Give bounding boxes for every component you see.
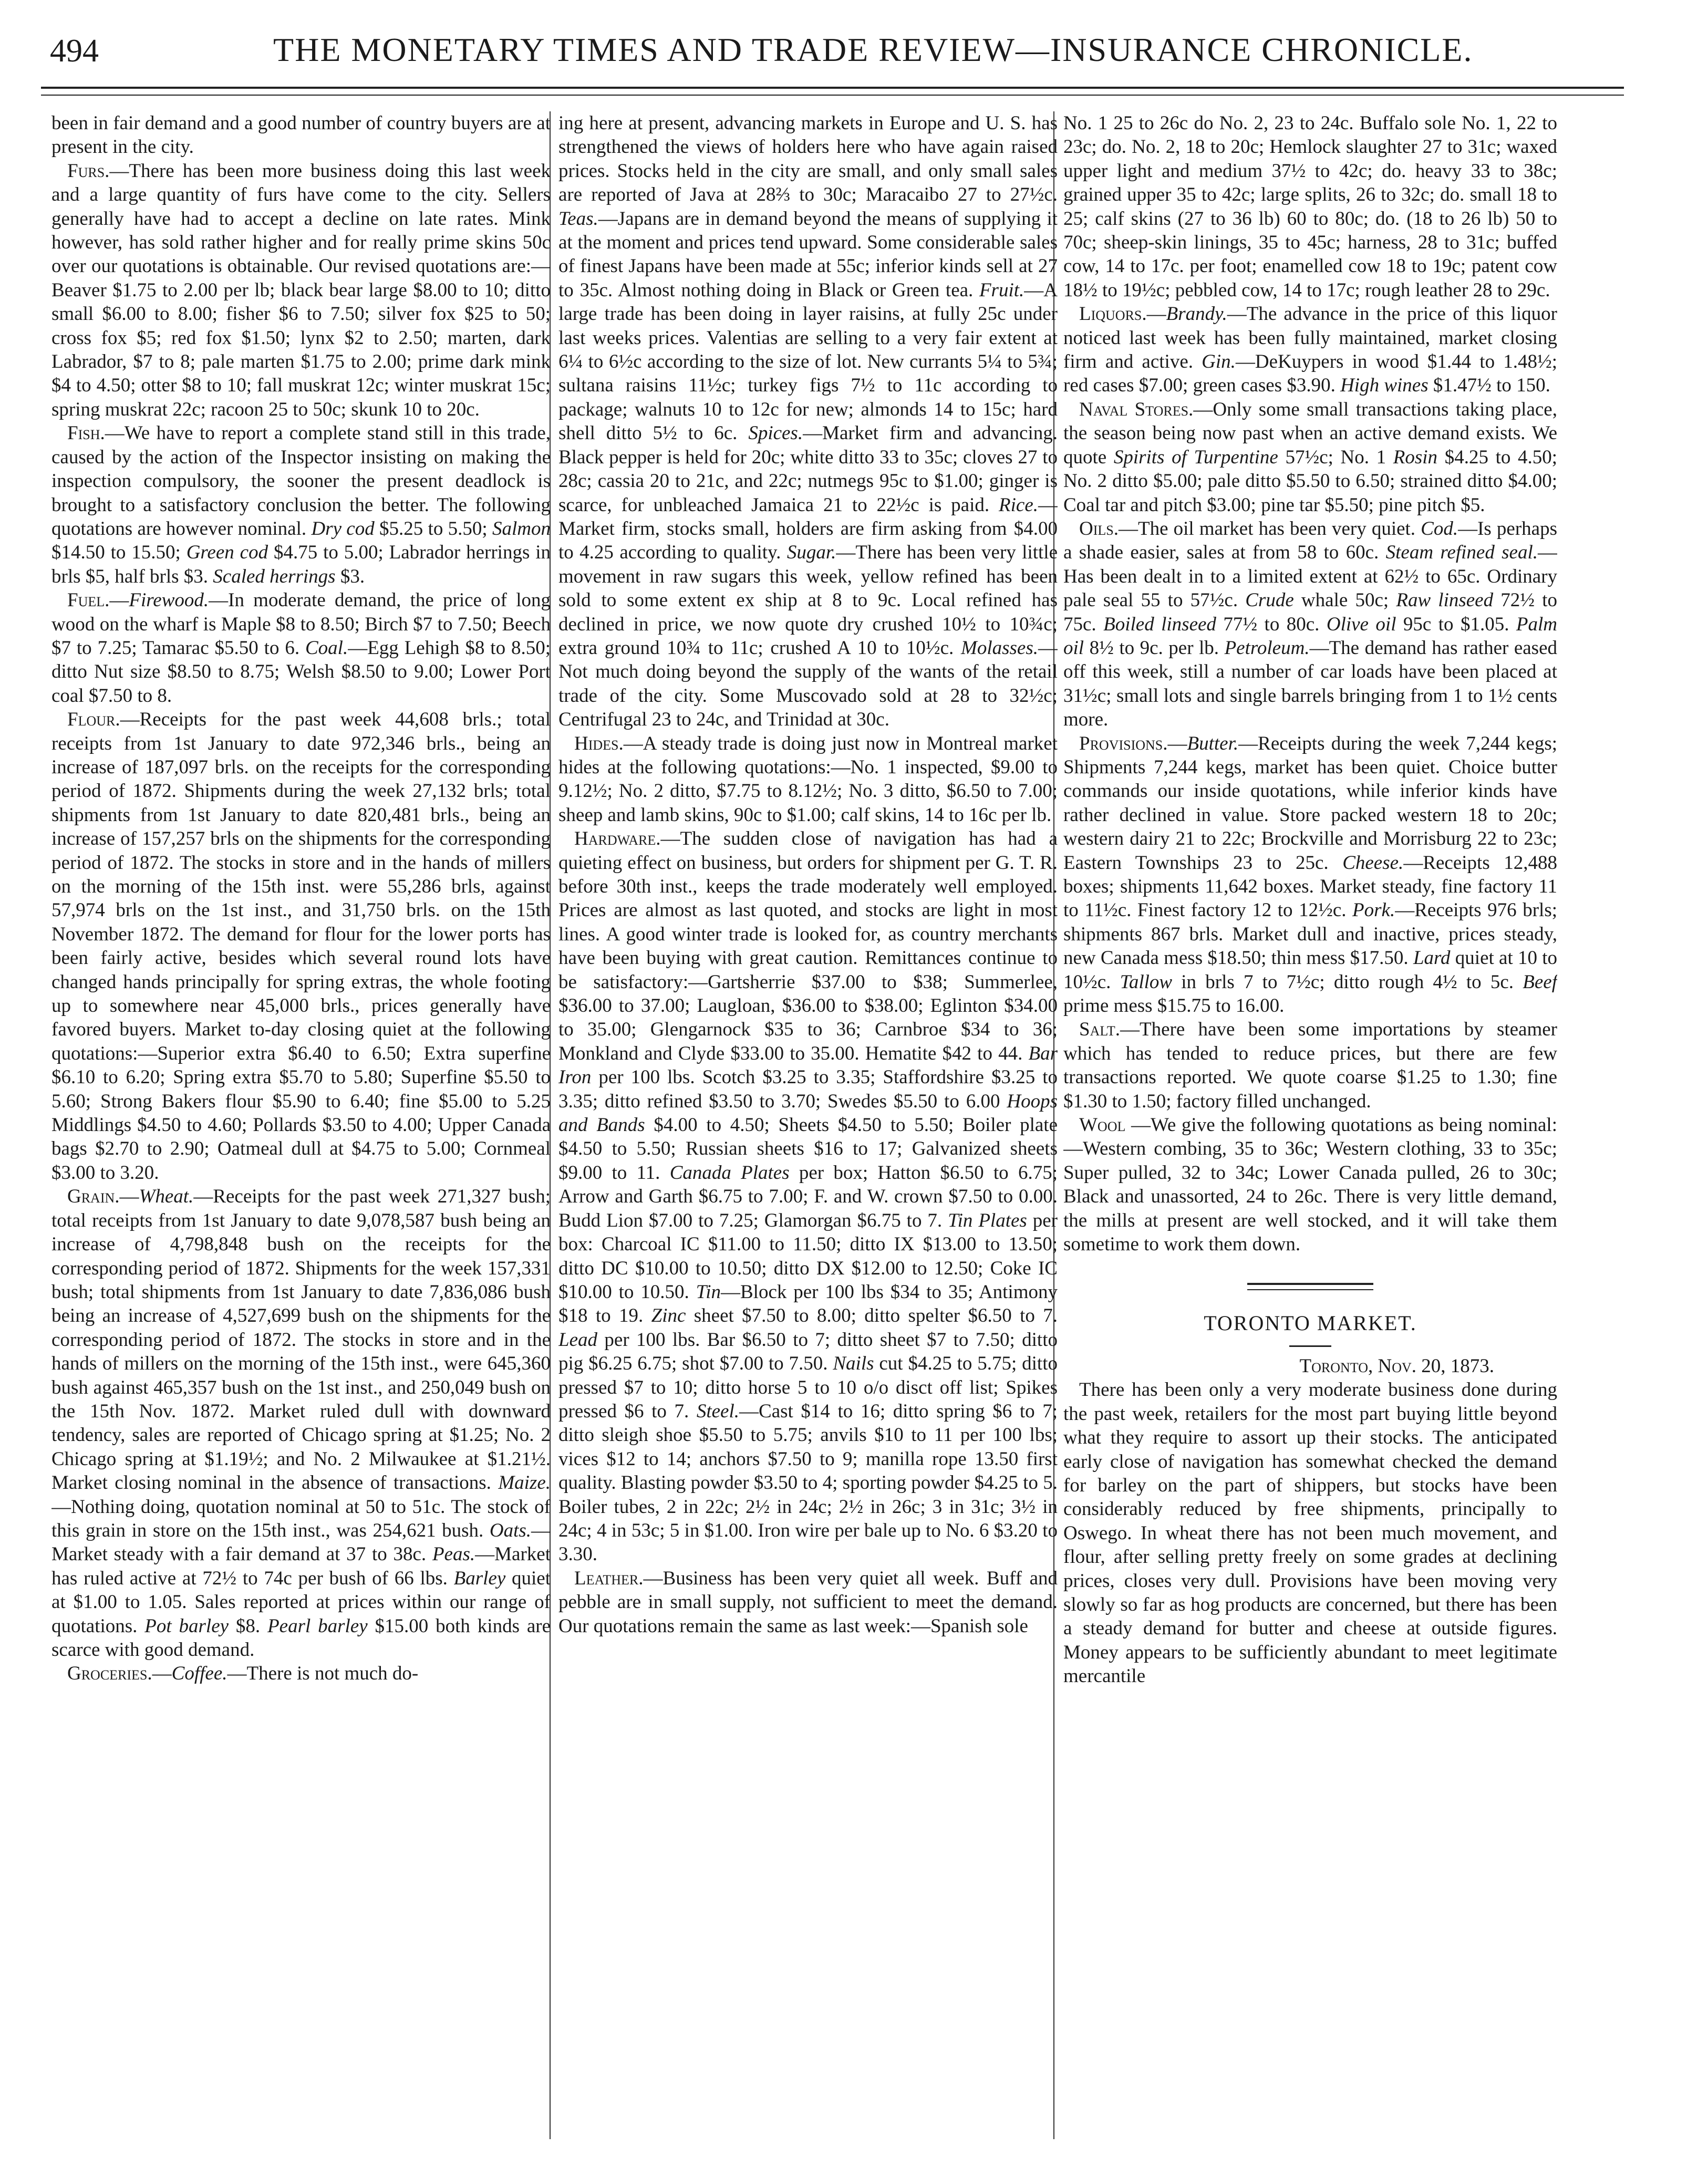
- naval-stores-paragraph: [1063, 398, 1557, 517]
- dateline-text: Toronto, Nov. 20, 1873.: [1299, 1355, 1494, 1377]
- section-head: Hides.: [574, 732, 624, 754]
- text: 77½ to 80c.: [1216, 613, 1327, 635]
- section-head: Flour.: [67, 709, 120, 731]
- column-3: [1063, 111, 1557, 2118]
- text: —Nothing doing, quotation nominal at 50 to 51c. The stock of this grain in store on the 15th inst., was 254,621 bush.: [51, 1496, 551, 1541]
- header-rule: [41, 87, 1624, 89]
- text: per box; Hatton $6.50 to 6.75; Arrow and Garth $6.75 to 7.00; F. and W. crown $7.50 to 0.00. Budd Lion $7.00 to 7.25; Glamorgan $6.75 to 7.: [558, 1162, 1058, 1231]
- leather-paragraph: [558, 1567, 1058, 1638]
- subhead: Firewood.: [129, 589, 209, 611]
- text: —Market firm and advancing. Black pepper is held for 20c; white ditto 33 to 35c; cloves 27 to 28c; cassia 20 to 21c, and 22c; nutmegs 95c to $1.00; ginger is scarce, for unbleached Jamaica 21 to 22½c is paid.: [558, 422, 1058, 516]
- section-head: Hardware.: [574, 828, 661, 850]
- text: quiet at $1.00 to 1.05. Sales reported at prices within our range of quotations.: [51, 1567, 551, 1637]
- subhead: Canada Plates: [669, 1162, 790, 1184]
- column-1: [51, 111, 551, 2118]
- text: —There has been very little movement in raw sugars this week, yellow refined has been sold to some extent ex ship at 8 to 9c. Local refined has declined in price, we now quote dry crushed 10½ to 10¾c; extra ground 10¾ to 11c; crushed A 10 to 10½c.: [558, 542, 1058, 659]
- subhead: Beef: [1523, 971, 1557, 993]
- subhead: Salmon: [492, 517, 551, 540]
- text: —We give the following quotations as being nominal:—Western combing, 35 to 36c; Western clothing, 33 to 35c; Super pulled, 32 to 34c; Lower Canada pulled, 26 to 30c; Black and unassorted, 24 to 26c. There is very little demand, the mills at present are well stocked, and it will take them sometime to work them down.: [1063, 1114, 1557, 1256]
- subhead: Cod.: [1421, 517, 1458, 540]
- subhead: Lard: [1413, 947, 1451, 969]
- text: —Is perhaps a shade easier, sales at from 58 to 60c.: [1063, 517, 1557, 564]
- text: per 100 lbs. Scotch $3.25 to 3.35; Staffordshire $3.25 to 3.35; ditto refined $3.50 to 3.70; Swedes $5.50 to 6.00: [558, 1066, 1058, 1112]
- text: —Block per 100 lbs $34 to 35; Antimony $18 to 19.: [558, 1281, 1058, 1327]
- section-head: Groceries.: [67, 1663, 152, 1685]
- subhead: Raw linseed: [1396, 589, 1494, 611]
- subhead: Scaled herrings: [213, 565, 336, 587]
- subhead: Teas.: [558, 208, 598, 230]
- text: —Market has ruled active at 72½ to 74c per bush of 66 lbs.: [51, 1543, 551, 1589]
- subhead: Tin: [696, 1281, 721, 1303]
- hides-paragraph: [558, 732, 1058, 827]
- provisions-paragraph: Provisions.—Butter.—Receipts during the week 7,244 kegs; Shipments 7,244 kegs, market has been quiet. Choice butter commands our inside quotations, while inferior kinds have rather declined in value. Store packed western 18 to 20c; western dairy 21 to 22c; Brockville and Morrisburg 22 to 23c; Eastern Townships 23 to 25c. Cheese.—Receipts 12,488 boxes; shipments 11,642 boxes. Market steady, fine factory 11 to 11½c. Finest factory 12 to 12½c. Pork.—Receipts 976 brls; shipments 867 brls. Market dull and inactive, prices steady, new Canada mess $18.50; thin mess $17.50. Lard quiet at 10 to 10½c. Tallow in brls 7 to 7½c; ditto rough 4½ to 5c. Beef prime mess $15.75 to 16.00.: [1063, 732, 1557, 1017]
- running-title: THE MONETARY TIMES AND TRADE REVIEW—INSURANCE CHRONICLE.: [273, 31, 1473, 68]
- text: in brls 7 to 7½c; ditto rough 4½ to 5c.: [1172, 971, 1523, 993]
- salt-paragraph: [1063, 1018, 1557, 1113]
- text: No. 1 25 to 26c do No. 2, 23 to 24c. Buffalo sole No. 1, 22 to 23c; do. No. 2, 18 to 20c; Hemlock slaughter 27 to 31c; waxed upper light and medium 37½ to 42c; do. heavy 33 to 38c; grained upper 35 to 42c; large splits, 26 to 32c; do. small 18 to 25; calf skins (27 to 36 lb) 60 to 80c; do. (18 to 26 lb) 50 to 70c; sheep-skin linings, 35 to 45c; harness, 28 to 31c; buffed cow, 14 to 17c. per foot; enamelled cow 18 to 19c; patent cow 18½ to 19½c; pebbled cow, 14 to 17c; rough leather 28 to 29c.: [1063, 112, 1557, 301]
- text: —The sudden close of navigation has had a quieting effect on business, but orders for shipment per G. T. R. before 30th inst., keeps the trade moderately well employed. Prices are almost as last quoted, and stocks are light in most lines. A good winter trade is looked for, as country merchants have been buying with great caution. Remittances continue to be satisfactory:—Gartsherrie $37.00 to $38; Summerlee, $36.00 to 37.00; Laugloan, $36.00 to $38.00; Eglinton $34.00 to 35.00; Glengarnock $35 to 36; Carnbroe $34 to 36; Monkland and Clyde $33.00 to 35.00. Hematite $42 to 44.: [558, 828, 1058, 1064]
- text: —Market firm, stocks small, holders are firm asking from $4.00 to 4.25 according to quality.: [558, 494, 1058, 564]
- toronto-paragraph: [1063, 1378, 1557, 1688]
- subhead: Hoops and Bands: [558, 1090, 1058, 1136]
- text: quiet at 10 to 10½c.: [1063, 947, 1557, 993]
- text: ing here at present, advancing markets in Europe and U. S. has strengthened the views of holders here who have again raised prices. Stocks held in the city are small, and only small sales are reported of Java at 28⅔ to 30c; Maracaibo 27 to 27½c.: [558, 112, 1058, 206]
- text: $14.50 to 15.50;: [51, 542, 187, 564]
- groceries-paragraph: Groceries.—Coffee.—There is not much do-: [67, 1663, 419, 1685]
- liquors-paragraph: Liquors.—Brandy.—The advance in the price of this liquor noticed last week has been fully maintained, market closing firm and active. Gin.—DeKuypers in wood $1.44 to 1.48½; red cases $7.00; green cases $3.90. High wines $1.47½ to 150.: [1063, 303, 1557, 397]
- page-number: 494: [50, 33, 99, 69]
- subhead: Coffee.: [171, 1663, 227, 1685]
- subhead: Coal.: [305, 637, 348, 659]
- short-rule: [1289, 1345, 1331, 1347]
- text: —Receipts 976 brls; shipments 867 brls. Market dull and inactive, prices steady, new Canada mess $18.50; thin mess $17.50.: [1063, 899, 1557, 969]
- leather-continued: [1063, 111, 1557, 302]
- fish-paragraph: [51, 421, 551, 588]
- text: 8½ to 9c. per lb.: [1084, 637, 1225, 659]
- subhead: Oats.: [489, 1519, 531, 1541]
- text: per 100 lbs. Bar $6.50 to 7; ditto sheet $7 to 7.50; ditto pig $6.25 6.75; shot $7.00 to 7.50.: [558, 1329, 1058, 1375]
- section-head: Grain.: [67, 1186, 120, 1208]
- text: —Receipts 12,488 boxes; shipments 11,642 boxes. Market steady, fine factory 11 to 11½c. Finest factory 12 to 12½c.: [1063, 852, 1557, 921]
- hardware-paragraph: [558, 827, 1058, 1567]
- text: prime mess $15.75 to 16.00.: [1063, 995, 1285, 1017]
- section-head: Leather.: [574, 1567, 644, 1589]
- text: There has been only a very moderate business done during the past week, retailers for the most part buying little beyond what they require to assort up their stocks. The anticipated early close of navigation has somewhat checked the demand for barley on the part of shippers, but stocks have been considerably reduced by free shipments, principally to Oswego. In wheat there has not been much movement, and flour, after selling pretty freely on some grades at declining prices, closes very dull. Provisions have been moving very slowly so far as hog products are concerned, but there has been a steady demand for butter and cheese at outside figures. Money appears to be sufficiently abundant to meet legitimate mercantile: [1063, 1379, 1557, 1687]
- subhead: Steel.: [696, 1400, 740, 1422]
- text: 57½c; No. 1: [1278, 446, 1393, 468]
- text: —We have to report a complete stand still in this trade, caused by the action of the Inspector insisting on making the inspection compulsory, the sooner the present deadlock is brought to a satisfactory conclusion the better. The following quotations are however nominal.: [51, 422, 551, 540]
- subhead: Wheat.: [139, 1186, 194, 1208]
- subhead: Bar Iron: [558, 1042, 1058, 1088]
- section-head: Naval Stores.: [1079, 398, 1194, 420]
- text: $1.47½ to 150.: [1428, 375, 1550, 397]
- text: —A steady trade is doing just now in Montreal market hides at the following quotations:—No. 1 inspected, $9.00 to 9.12½; No. 2 ditto, $7.75 to 8.12½; No. 3 ditto, $6.50 to 7.00; sheep and lamb skins, 90c to $1.00; calf skins, 14 to 16c per lb.: [558, 732, 1058, 826]
- text: —Not much doing beyond the supply of the wants of the retail trade of the city. Some Muscovado sold at 28 to 32½c; Centrifugal 23 to 24c, and Trinidad at 30c.: [558, 637, 1058, 731]
- subhead: Peas.: [432, 1543, 475, 1565]
- subhead: Pork.: [1352, 899, 1395, 921]
- toronto-market-title: TORONTO MARKET.: [1204, 1311, 1417, 1335]
- text: 72½ to 75c.: [1063, 589, 1557, 635]
- subhead: Cheese.: [1342, 852, 1404, 874]
- subhead: Brandy.: [1166, 303, 1227, 325]
- oils-paragraph: [1063, 517, 1557, 732]
- subhead: Palm oil: [1063, 613, 1557, 659]
- text: —Egg Lehigh $8 to 8.50; ditto Nut size $8.50 to 8.75; Welsh $8.50 to 9.00; Lower Port coal $7.50 to 8.: [51, 637, 551, 707]
- grain-paragraph: Grain.—Wheat.—Receipts for the past week 271,327 bush; total receipts from 1st January to date 9,078,587 bush being an increase of 4,798,848 bush on the receipts for the corresponding period of 1872. Shipments for the week 157,331 bush; total shipments from 1st January to date 7,836,086 bush being an increase of 4,527,699 bush on the shipments for the corresponding period of 1872. The stocks in store and in the hands of millers on the morning of the 15th inst., were 645,360 bush against 465,357 bush on the 1st inst., and 250,049 bush on the 15th Nov. 1872. Market ruled dull with downward tendency, sales are reported of Chicago spring at $1.25; No. 2 Chicago spring at $1.19½; and No. 2 Milwaukee at $1.21½. Market closing nominal in the absence of transactions. Maize.—Nothing doing, quotation nominal at 50 to 51c. The stock of this grain in store on the 15th inst., was 254,621 bush. Oats.—Market steady with a fair demand at 37 to 38c. Peas.—Market has ruled active at 72½ to 74c per bush of 66 lbs. Barley quiet at $1.00 to 1.05. Sales reported at prices within our range of quotations. Pot barley $8. Pearl barley $15.00 both kinds are scarce with good demand.: [51, 1186, 551, 1661]
- text: $4.75 to 5.00; Labrador herrings in brls $5, half brls $3.: [51, 542, 551, 587]
- text: —Has been dealt in to a limited extent at 62½ to 65c. Ordinary pale seal 55 to 57½c.: [1063, 542, 1557, 611]
- text: per box: Charcoal IC $11.00 to 11.50; ditto IX $13.00 to 13.50; ditto DC $10.00 to 10.50; ditto DX $12.00 to 12.50; Coke IC $10.00 to 10.50.: [558, 1209, 1058, 1303]
- header-rule-thin: [41, 95, 1624, 96]
- section-head: Oils.: [1079, 517, 1119, 540]
- groceries-continued: [558, 111, 1058, 732]
- text: $4.00 to 4.50; Sheets $4.50 to 5.50; Boiler plate $4.50 to 5.50; Russian sheets $16 to 17; Galvanized sheets $9.00 to 11.: [558, 1114, 1058, 1184]
- subhead: Pot barley: [144, 1615, 229, 1637]
- subhead: Rice.: [999, 494, 1038, 516]
- subhead: Butter.: [1187, 732, 1239, 754]
- text: $8.: [229, 1615, 268, 1637]
- text: —The oil market has been very quiet.: [1118, 517, 1421, 540]
- subhead: Olive oil: [1326, 613, 1396, 635]
- subhead: Green cod: [186, 542, 268, 564]
- subhead: Molasses.: [961, 637, 1038, 659]
- subhead: Spices.: [748, 422, 803, 444]
- section-head: Fuel.: [67, 589, 110, 611]
- text: —The advance in the price of this liquor noticed last week has been fully maintained, market closing firm and active.: [1063, 303, 1557, 373]
- column-2: [558, 111, 1058, 2118]
- section-head: Salt.: [1079, 1019, 1120, 1041]
- text: —DeKuypers in wood $1.44 to 1.48½; red cases $7.00; green cases $3.90.: [1063, 351, 1557, 397]
- text: 95c to $1.05.: [1396, 613, 1516, 635]
- subhead: Sugar.: [786, 542, 836, 564]
- subhead: Tallow: [1120, 971, 1173, 993]
- subhead: Fruit.: [979, 279, 1024, 301]
- text: $5.25 to 5.50;: [374, 517, 493, 540]
- text: whale 50c;: [1293, 589, 1396, 611]
- text: —Cast $14 to 16; ditto spring $6 to 7; ditto sleigh shoe $5.50 to 5.75; anvils $10 to 11 per 100 lbs; vices $12 to 14; anchors $7.50 to 9; manilla rope 13.50 first quality. Blasting powder $3.50 to 4; sporting powder $4.25 to 5. Boiler tubes, 2 in 22c; 2½ in 24c; 2½ in 26c; 3 in 31c; 3½ in 24c; 4 in 53c; 5 in $1.00. Iron wire per bale up to No. 6 $3.20 to 3.30.: [558, 1400, 1058, 1565]
- text: —In moderate demand, the price of long wood on the wharf is Maple $8 to 8.50; Birch $7 to 7.50; Beech $7 to 7.25; Tamarac $5.50 to 6.: [51, 589, 551, 659]
- text: —Market steady with a fair demand at 37 to 38c.: [51, 1519, 551, 1565]
- subhead: Nails: [833, 1353, 874, 1375]
- subhead: Petroleum.: [1224, 637, 1310, 659]
- subhead: Dry cod: [311, 517, 375, 540]
- furs-paragraph: [51, 159, 551, 421]
- text: $3.: [335, 565, 365, 587]
- subhead: Gin.: [1202, 351, 1236, 373]
- text: been in fair demand and a good number of country buyers are at present in the city.: [51, 112, 551, 158]
- text: —Japans are in demand beyond the means of supplying it at the moment and prices tend upward. Some considerable sales of finest Japans have been made at 55c; inferior kinds sell at 27 to 35c. Almost nothing doing in Black or Green tea.: [558, 208, 1058, 301]
- paragraph: [51, 111, 551, 159]
- text: —There has been more business doing this last week and a large quantity of furs have come to the city. Sellers generally have had to accept a decline on late rates. Mink however, has sold rather higher and for really prime skins 50c over our quotations is obtainable. Our revised quotations are:— Beaver $1.75 to 2.00 per lb; black bear large $8.00 to 10; ditto small $6.00 to 8.00; fisher $6 to 7.50; silver fox $25 to 50; cross fox $5; red fox $1.50; lynx $2 to 2.50; marten, dark Labrador, $7 to 8; pale marten $1.75 to 2.00; prime dark mink $4 to 4.50; otter $8 to 10; fall muskrat 12c; winter muskrat 15c; spring muskrat 22c; racoon 25 to 50c; skunk 10 to 20c.: [51, 160, 551, 420]
- subhead: Lead: [558, 1329, 597, 1351]
- flour-paragraph: [51, 708, 551, 1185]
- subhead: Steam refined seal.: [1385, 542, 1538, 564]
- section-head: Liquors.: [1079, 303, 1147, 325]
- wool-paragraph: [1063, 1113, 1557, 1256]
- section-head: Fish.: [67, 422, 105, 444]
- subhead: Maize.: [498, 1472, 551, 1494]
- text: —Receipts during the week 7,244 kegs; Shipments 7,244 kegs, market has been quiet. Choice butter commands our inside quotations, while inferior kinds have rather declined in value. Store packed western 18 to 20c; western dairy 21 to 22c; Brockville and Morrisburg 22 to 23c; Eastern Townships 23 to 25c.: [1063, 732, 1557, 874]
- text: —Business has been very quiet all week. Buff and pebble are in small supply, not sufficient to meet the demand. Our quotations remain the same as last week:—Spanish sole: [558, 1567, 1058, 1637]
- text: —A large trade has been doing in layer raisins, at fully 25c under last weeks prices. Valentias are selling to a very fair extent at 6¼ to 6½c according to the size of lot. New currants 5¼ to 5¾; sultana raisins 11½c; turkey figs 7½ to 11c according to package; walnuts 10 to 12c for new; almonds 14 to 15c; hard shell ditto 5½ to 6c.: [558, 279, 1058, 444]
- text: cut $4.25 to 5.75; ditto pressed $7 to 10; ditto horse 5 to 10 o/o disct off list; Spikes pressed $6 to 7.: [558, 1353, 1058, 1422]
- text: —Receipts for the past week 271,327 bush; total receipts from 1st January to date 9,078,587 bush being an increase of 4,798,848 bush on the receipts for the corresponding period of 1872. Shipments for the week 157,331 bush; total shipments from 1st January to date 7,836,086 bush being an increase of 4,527,699 bush on the shipments for the corresponding period of 1872. The stocks in store and in the hands of millers on the morning of the 15th inst., were 645,360 bush against 465,357 bush on the 1st inst., and 250,049 bush on the 15th Nov. 1872. Market ruled dull with downward tendency, sales are reported of Chicago spring at $1.25; No. 2 Chicago spring at $1.19½; and No. 2 Milwaukee at $1.21½. Market closing nominal in the absence of transactions.: [51, 1186, 551, 1494]
- text: $15.00 both kinds are scarce with good demand.: [51, 1615, 551, 1661]
- subhead: High wines: [1340, 375, 1428, 397]
- text: sheet $7.50 to 8.00; ditto spelter $6.50 to 7.: [686, 1305, 1058, 1327]
- subhead: Spirits of Turpentine: [1113, 446, 1278, 468]
- section-head: Furs.: [67, 160, 110, 182]
- text: —There is not much do-: [227, 1663, 419, 1685]
- subhead: Pearl barley: [267, 1615, 368, 1637]
- fuel-paragraph: Fuel.—Firewood.—In moderate demand, the price of long wood on the wharf is Maple $8 to 8.50; Birch $7 to 7.50; Beech $7 to 7.25; Tamarac $5.50 to 6. Coal.—Egg Lehigh $8 to 8.50; ditto Nut size $8.50 to 8.75; Welsh $8.50 to 9.00; Lower Port coal $7.50 to 8.: [51, 589, 551, 707]
- subhead: Boiled linseed: [1103, 613, 1216, 635]
- subhead: Barley: [453, 1567, 506, 1589]
- subhead: Crude: [1245, 589, 1294, 611]
- section-head: Wool: [1079, 1114, 1126, 1136]
- section-head: Provisions.: [1079, 732, 1168, 754]
- text: —Receipts for the past week 44,608 brls.; total receipts from 1st January to date 972,346 brls., being an increase of 187,097 brls. on the receipts for the corresponding period of 1872. Shipments during the week 27,132 brls; total shipments from 1st January to date 820,481 brls., being an increase of 157,257 brls on the shipments for the corresponding period of 1872. The stocks in store and in the hands of millers on the morning of the 15th inst. were 55,286 brls, against 57,974 brls on the 1st inst., and 31,750 brls. on the 15th November 1872. The demand for flour for the lower ports has been fairly active, besides which several round lots have changed hands principally for spring extras, the whole footing up to somewhere near 45,000 brls., prices generally have favored buyers. Market to-day closing quiet at the following quotations:—Superior extra $6.40 to 6.50; Extra superfine $6.10 to 6.20; Spring extra $5.70 to 5.80; Superfine $5.50 to 5.60; Strong Bakers flour $5.90 to 6.40; fine $5.00 to 5.25 Middlings $4.50 to 4.60; Pollards $3.50 to 4.00; Upper Canada bags $2.70 to 2.90; Oatmeal dull at $4.75 to 5.00; Cornmeal $3.00 to 3.20.: [51, 709, 551, 1184]
- text: —The demand has rather eased off this week, still a number of car loads have been placed at 31½c; small lots and single barrels bringing from 1 to 1½ cents more.: [1063, 637, 1557, 731]
- text: $4.25 to 4.50; No. 2 ditto $5.00; pale ditto $5.50 to 6.50; strained ditto $4.00; Coal tar and pitch $3.00; pine tar $5.50; pine pitch $5.: [1063, 446, 1557, 516]
- section-rule: [1247, 1283, 1373, 1290]
- text: —Only some small transactions taking place, the season being now past when an active demand exists. We quote: [1063, 398, 1557, 468]
- text: —There have been some importations by steamer which has tended to reduce prices, but there are few transactions reported. We quote coarse $1.25 to 1.30; fine $1.30 to 1.50; factory filled unchanged.: [1063, 1019, 1557, 1112]
- subhead: Zinc: [651, 1305, 686, 1327]
- subhead: Tin Plates: [948, 1209, 1027, 1231]
- dateline: [1063, 1354, 1557, 1378]
- subhead: Rosin: [1393, 446, 1438, 468]
